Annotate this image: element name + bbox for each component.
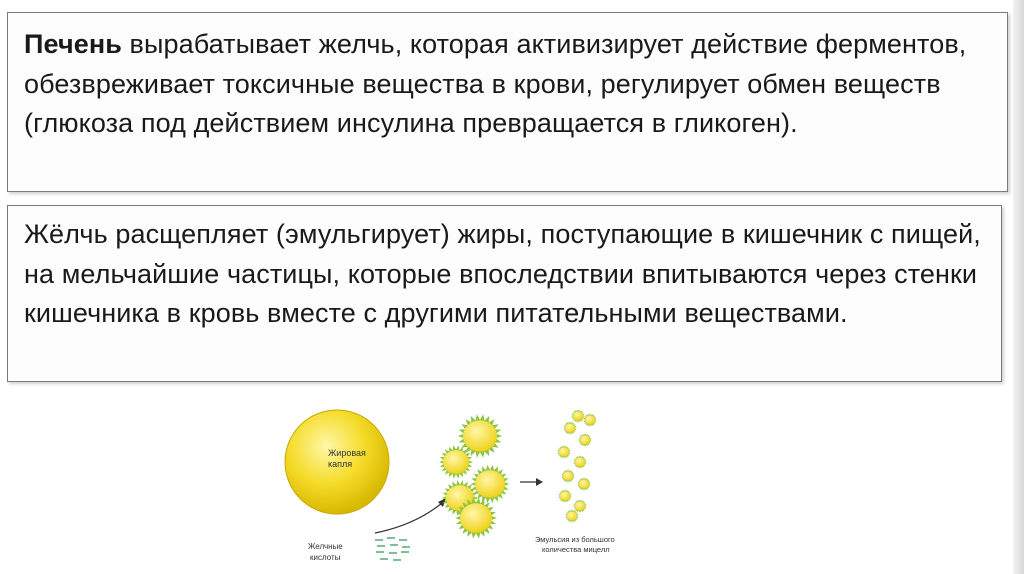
micelle [571,409,585,422]
bile-acids-label-2: кислоты [310,553,341,562]
emulsion-label-2: количества мицелл [542,545,610,554]
micelle [563,421,577,434]
fat-drop-label-2: капля [328,459,353,469]
emulsification-diagram [280,400,660,570]
liver-text-box [7,12,1008,192]
coated-droplets [439,414,509,538]
fat-drop-label-1: Жировая [328,448,366,458]
micelle [558,489,572,502]
micelles [557,409,597,522]
micelle [573,455,587,468]
micelle [577,477,591,490]
bile-text-box [7,205,1002,382]
straight-arrow-head [536,478,543,486]
micelle [557,445,571,458]
bile-description: Жёлчь расщепляет (эмульгирует) жиры, поступающие в кишечник с пищей, на мельчайшие частицы, которые впоследствии впитываются через стенки кишечника в кровь вместе с другими питательными веществами. [24,219,981,328]
liver-description: вырабатывает желчь, которая активизирует действие ферментов, обезвреживает токсичные вещества в крови, регулирует обмен веществ (глюкоза под действием инсулина превращается в гликоген). [24,29,967,138]
emulsion-label-1: Эмульсия из большого [535,535,615,544]
micelle [561,469,575,482]
micelle [578,433,592,446]
liver-heading-word: Печень [24,29,122,59]
micelle [565,509,579,522]
curved-arrow [375,503,442,533]
micelle [573,499,587,512]
slide-edge-shadow [1013,0,1024,574]
bile-acids-label-1: Желчные [308,542,343,551]
micelle [583,413,597,426]
emulsification-svg [280,400,660,570]
bile-acid-molecules [375,538,410,560]
